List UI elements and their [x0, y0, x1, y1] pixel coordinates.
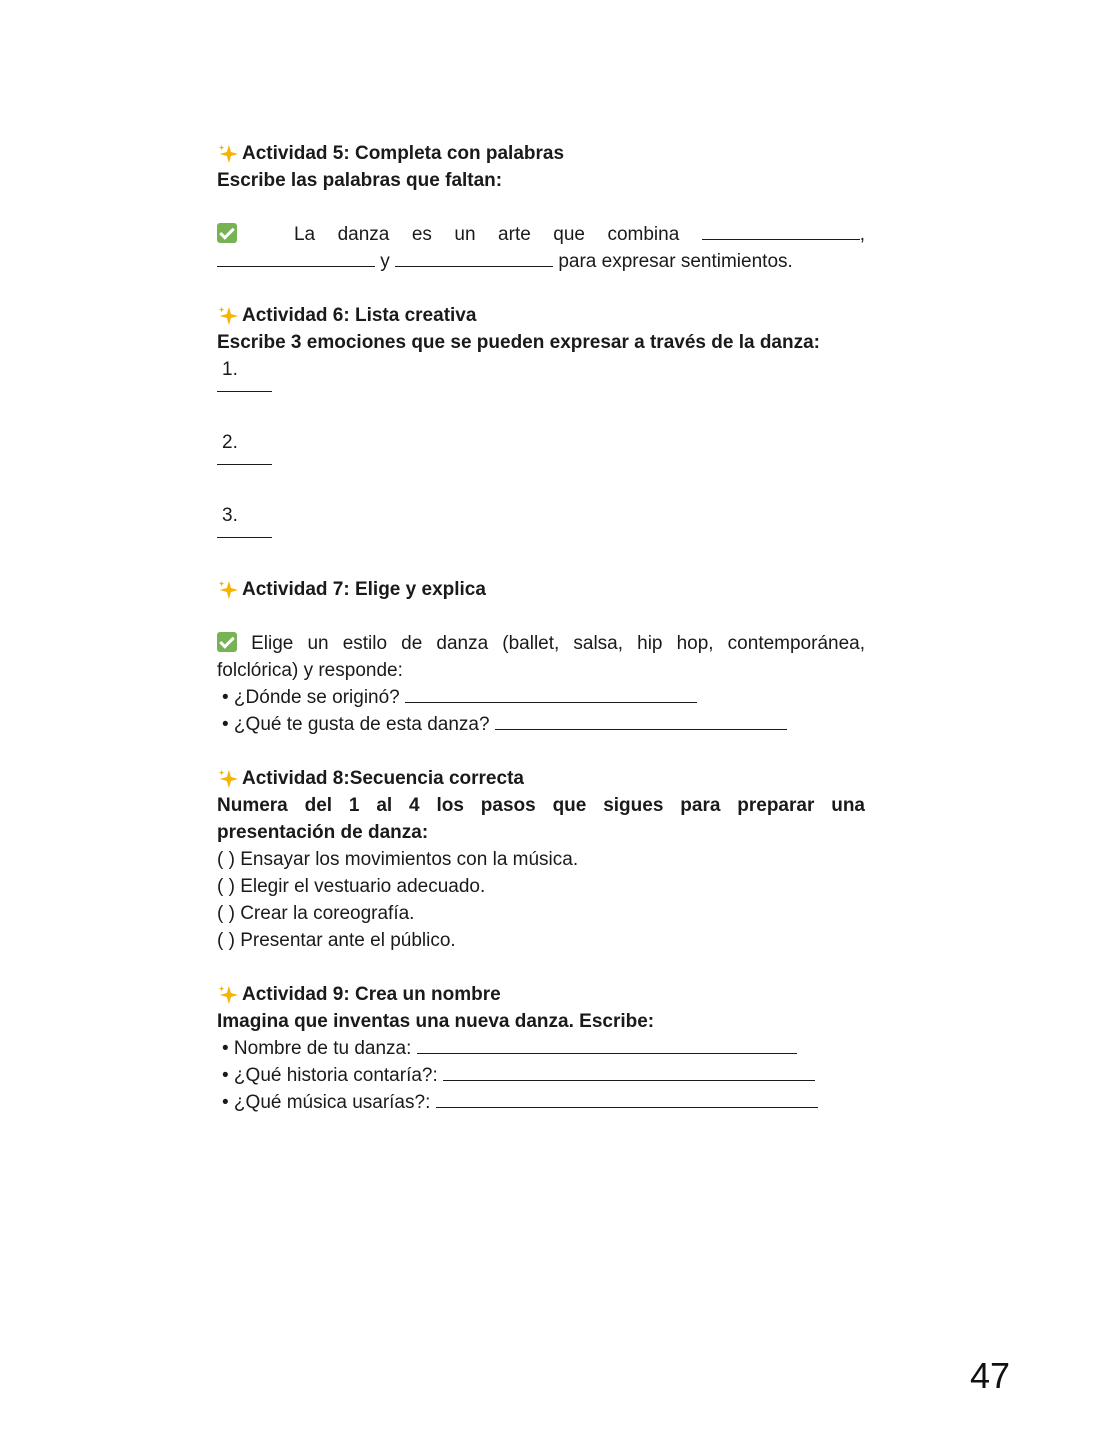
- activity-7-title: Actividad 7: Elige y explica: [242, 579, 486, 600]
- sequence-step: ( ) Presentar ante el público.: [217, 930, 456, 951]
- activity-5-instruction: Escribe las palabras que faltan:: [217, 170, 503, 191]
- question-text: • ¿Dónde se originó?: [222, 687, 400, 708]
- list-number: 3.: [222, 505, 238, 526]
- activity-9-question-3: [217, 1089, 865, 1116]
- activity-5-title: Actividad 5: Completa con palabras: [242, 143, 565, 164]
- activity-6-instruction: Escribe 3 emociones que se pueden expresar a través de la danza:: [217, 332, 820, 353]
- activity-9-heading: [217, 981, 865, 1008]
- question-text: • Nombre de tu danza:: [222, 1038, 412, 1059]
- comma: ,: [859, 224, 866, 245]
- list-number: 2.: [222, 432, 238, 453]
- word: combina: [607, 224, 680, 245]
- question-text: • ¿Qué te gusta de esta danza?: [222, 714, 490, 735]
- list-item: [217, 502, 865, 538]
- answer-line[interactable]: [417, 1035, 797, 1054]
- word: que: [553, 224, 585, 245]
- sequence-step: ( ) Ensayar los movimientos con la música.: [217, 849, 579, 870]
- activity-9-question-2: [217, 1062, 865, 1089]
- sparkles-icon: [217, 143, 239, 165]
- fill-blank-3[interactable]: [395, 248, 553, 267]
- activity-9-instruction: Imagina que inventas una nueva danza. Escribe:: [217, 1011, 655, 1032]
- word: danza: [337, 224, 390, 245]
- list-number: 1.: [222, 359, 238, 380]
- worksheet: [217, 140, 865, 1116]
- sentence-end: para expresar sentimientos.: [558, 251, 793, 272]
- activity-5-sentence-line1: [217, 221, 865, 248]
- sparkles-icon: [217, 579, 239, 601]
- question-text: • ¿Qué historia contaría?:: [222, 1065, 438, 1086]
- answer-line[interactable]: [495, 711, 787, 730]
- word: arte: [498, 224, 531, 245]
- activity-5-sentence-line2: [217, 248, 865, 275]
- activity-8-instruction-line2: presentación de danza:: [217, 822, 429, 843]
- list-item: [217, 356, 865, 392]
- sparkles-icon: [217, 768, 239, 790]
- activity-7-line1: [217, 630, 865, 657]
- activity-9-question-1: [217, 1035, 865, 1062]
- word-y: y: [380, 251, 390, 272]
- question-text: • ¿Qué música usarías?:: [222, 1092, 431, 1113]
- activity-9-title: Actividad 9: Crea un nombre: [242, 984, 501, 1005]
- answer-line[interactable]: [405, 684, 697, 703]
- word: La: [293, 224, 316, 245]
- sequence-step: ( ) Crear la coreografía.: [217, 903, 415, 924]
- sparkles-icon: [217, 984, 239, 1006]
- fill-blank-1[interactable]: [702, 221, 860, 240]
- activity-7-text: Elige un estilo de danza (ballet, salsa, hip hop, contemporánea,: [251, 633, 865, 654]
- check-mark-icon: [217, 632, 237, 652]
- sequence-step: ( ) Elegir el vestuario adecuado.: [217, 876, 486, 897]
- activity-5-heading: [217, 140, 865, 167]
- activity-7-heading: [217, 576, 865, 603]
- activity-7-question-1: [217, 684, 865, 711]
- activity-7-line2: folclórica) y responde:: [217, 660, 403, 681]
- answer-line[interactable]: [443, 1062, 815, 1081]
- activity-8-title: Actividad 8:Secuencia correcta: [242, 768, 524, 789]
- activity-6-title: Actividad 6: Lista creativa: [242, 305, 477, 326]
- list-item: [217, 429, 865, 465]
- answer-line[interactable]: [436, 1089, 818, 1108]
- check-mark-icon: [217, 223, 237, 243]
- sparkles-icon: [217, 305, 239, 327]
- activity-6-heading: [217, 302, 865, 329]
- activity-8-heading: [217, 765, 865, 792]
- page-number: 47: [970, 1355, 1011, 1396]
- fill-blank-2[interactable]: [217, 248, 375, 267]
- activity-7-question-2: [217, 711, 865, 738]
- word: es: [411, 224, 432, 245]
- word: un: [454, 224, 476, 245]
- activity-8-instruction-line1: Numera del 1 al 4 los pasos que sigues para preparar una: [217, 795, 865, 816]
